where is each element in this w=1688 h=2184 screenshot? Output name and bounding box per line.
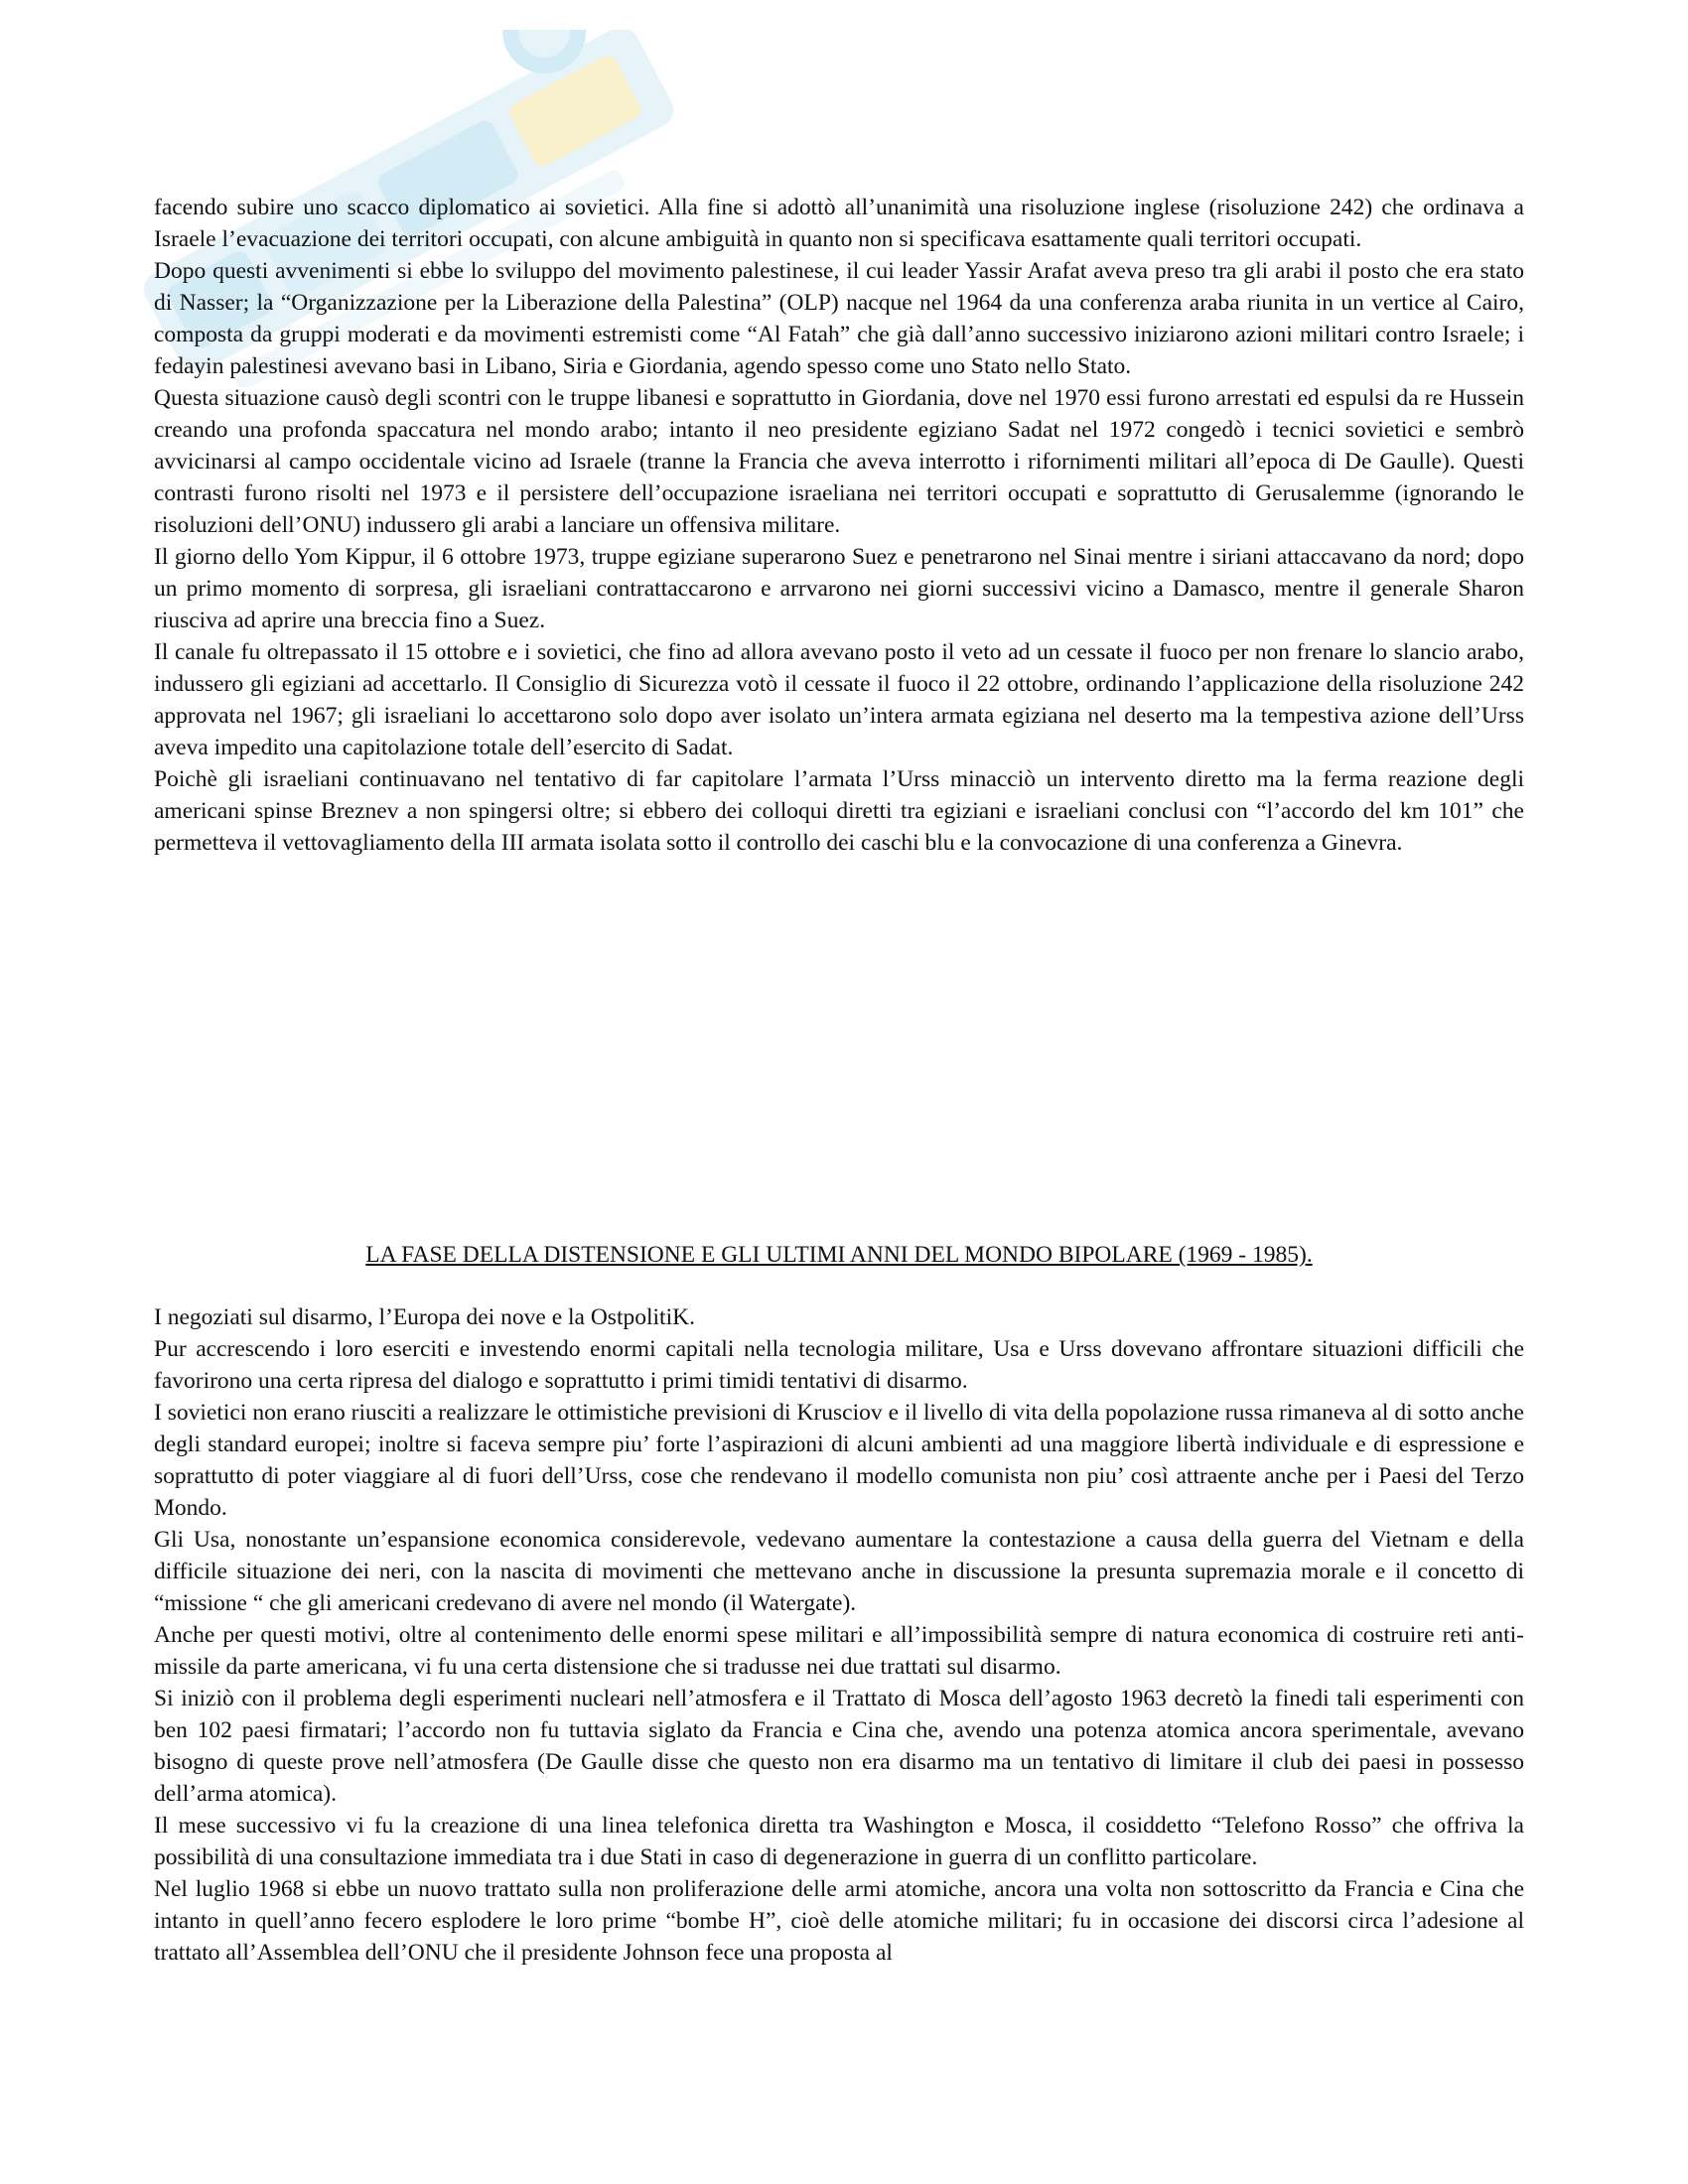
subheading: I negoziati sul disarmo, l’Europa dei nove e la OstpolitiK. <box>154 1304 695 1330</box>
paragraph: Questa situazione causò degli scontri con le truppe libanesi e soprattutto in Giordania, dove nel 1970 essi furono arrestati ed espulsi da re Hussein creando una profonda spaccatura nel mondo arabo; intanto il neo presidente egiziano Sadat nel 1972 congedò i tecnici sovietici e sembrò avvicinarsi al campo occidentale vicino ad Israele (tranne la Francia che aveva interrotto i rifornimenti militari all’epoca di De Gaulle). Questi contrasti furono risolti nel 1973 e il persistere dell’occupazione israeliana nei territori occupati e soprattutto di Gerusalemme (ignorando le risoluzioni dell’ONU) indussero gli arabi a lanciare un offensiva militare. <box>154 385 1524 538</box>
paragraph: Nel luglio 1968 si ebbe un nuovo trattato sulla non proliferazione delle armi atomiche, ancora una volta non sottoscritto da Francia e Cina che intanto in quell’anno fecero esplodere le loro prime “bombe H”, cioè delle atomiche militari; fu in occasione dei discorsi circa l’adesione al trattato all’Assemblea dell’ONU che il presidente Johnson fece una proposta al <box>154 1876 1524 1966</box>
section-heading: LA FASE DELLA DISTENSIONE E GLI ULTIMI ANNI DEL MONDO BIPOLARE (1969 - 1985). <box>365 1242 1313 1268</box>
paragraph: Il canale fu oltrepassato il 15 ottobre e i sovietici, che fino ad allora avevano posto il veto ad un cessate il fuoco per non frenare lo slancio arabo, indussero gli egiziani ad accettarlo. Il Consiglio di Sicurezza votò il cessate il fuoco il 22 ottobre, ordinando l’applicazione della risoluzione 242 approvata nel 1967; gli israeliani lo accettarono solo dopo aver isolato un’intera armata egiziana nel deserto ma la tempestiva azione dell’Urss aveva impedito una capitolazione totale dell’esercito di Sadat. <box>154 639 1524 760</box>
top-text-block <box>154 192 1524 859</box>
paragraph: Il mese successivo vi fu la creazione di una linea telefonica diretta tra Washington e Mosca, il cosiddetto “Telefono Rosso” che offriva la possibilità di una consultazione immediata tra i due Stati in caso di degenerazione in guerra di un conflitto particolare. <box>154 1813 1524 1870</box>
paragraph: Poichè gli israeliani continuavano nel tentativo di far capitolare l’armata l’Urss minacciò un intervento diretto ma la ferma reazione degli americani spinse Breznev a non spingersi oltre; si ebbero dei colloqui diretti tra egiziani e israeliani conclusi con “l’accordo del km 101” che permetteva il vettovagliamento della III armata isolata sotto il controllo dei caschi blu e la convocazione di una conferenza a Ginevra. <box>154 766 1524 856</box>
paragraph: Si iniziò con il problema degli esperimenti nucleari nell’atmosfera e il Trattato di Mosca dell’agosto 1963 decretò la finedi tali esperimenti con ben 102 paesi firmatari; l’accordo non fu tuttavia siglato da Francia e Cina che, avendo una potenza atomica ancora sperimentale, avevano bisogno di queste prove nell’atmosfera (De Gaulle disse che questo non era disarmo ma un tentativo di limitare il club dei paesi in possesso dell’arma atomica). <box>154 1686 1524 1807</box>
paragraph: I sovietici non erano riusciti a realizzare le ottimistiche previsioni di Krusciov e il livello di vita della popolazione russa rimaneva al di sotto anche degli standard europei; inoltre si faceva sempre piu’ forte l’aspirazioni di alcuni ambienti ad una maggiore libertà individuale e di espressione e soprattutto di poter viaggiare al di fuori dell’Urss, cose che rendevano il modello comunista non piu’ così attraente anche per i Paesi del Terzo Mondo. <box>154 1400 1524 1521</box>
paragraph: Gli Usa, nonostante un’espansione economica considerevole, vedevano aumentare la contestazione a causa della guerra del Vietnam e della difficile situazione dei neri, con la nascita di movimenti che mettevano anche in discussione la presunta supremazia morale e il concetto di “missione “ che gli americani credevano di avere nel mondo (il Watergate). <box>154 1527 1524 1616</box>
paragraph: Pur accrescendo i loro eserciti e investendo enormi capitali nella tecnologia militare, Usa e Urss dovevano affrontare situazioni difficili che favorirono una certa ripresa del dialogo e soprattutto i primi timidi tentativi di disarmo. <box>154 1336 1524 1394</box>
paragraph: Il giorno dello Yom Kippur, il 6 ottobre 1973, truppe egiziane superarono Suez e penetrarono nel Sinai mentre i siriani attaccavano da nord; dopo un primo momento di sorpresa, gli israeliani contrattaccarono e arrvarono nei giorni successivi vicino a Damasco, mentre il generale Sharon riusciva ad aprire una breccia fino a Suez. <box>154 544 1524 633</box>
paragraph: Dopo questi avvenimenti si ebbe lo sviluppo del movimento palestinese, il cui leader Yassir Arafat aveva preso tra gli arabi il posto che era stato di Nasser; la “Organizzazione per la Liberazione della Palestina” (OLP) nacque nel 1964 da una conferenza araba riunita in un vertice al Cairo, composta da gruppi moderati e da movimenti estremisti come “Al Fatah” che già dall’anno successivo iniziarono azioni militari contro Israele; i fedayin palestinesi avevano basi in Libano, Siria e Giordania, agendo spesso come uno Stato nello Stato. <box>154 258 1524 379</box>
paragraph: facendo subire uno scacco diplomatico ai sovietici. Alla fine si adottò all’unanimità una risoluzione inglese (risoluzione 242) che ordinava a Israele l’evacuazione dei territori occupati, con alcune ambiguità in quanto non si specificava esattamente quali territori occupati. <box>154 195 1524 252</box>
bottom-text-block <box>154 1301 1524 1969</box>
paragraph: Anche per questi motivi, oltre al contenimento delle enormi spese militari e all’impossibilità sempre di natura economica di costruire reti anti-missile da parte americana, vi fu una certa distensione che si tradusse nei due trattati sul disarmo. <box>154 1622 1524 1680</box>
